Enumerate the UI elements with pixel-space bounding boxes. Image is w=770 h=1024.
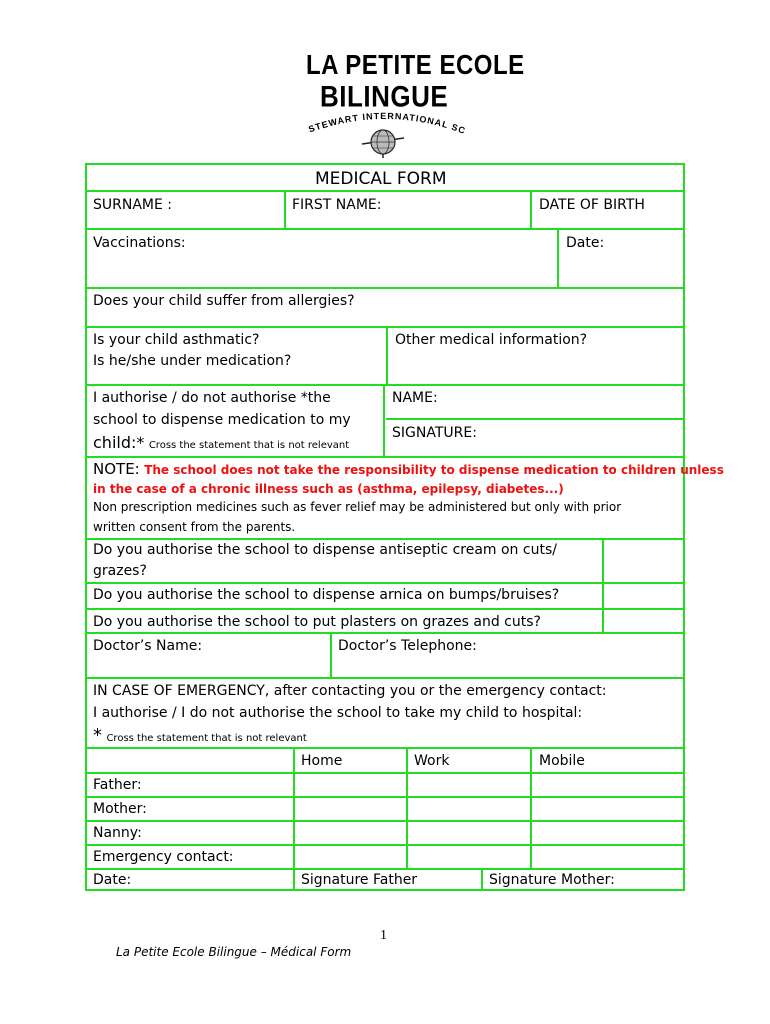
note-red-line1: The school does not take the responsibility to dispense medication to children unless [144, 463, 724, 477]
form-title: MEDICAL FORM [315, 169, 447, 189]
first-name-label: FIRST NAME: [292, 197, 382, 213]
emergency-line1: IN CASE OF EMERGENCY, after contacting you or the emergency contact: [93, 683, 607, 699]
authorise-line3 [93, 434, 349, 454]
globe-icon [360, 128, 406, 162]
cross-note: Cross the statement that is not relevant [148, 440, 350, 451]
row-date: Date: [93, 872, 132, 888]
row-father: Father: [93, 777, 142, 793]
row-emergency-contact: Emergency contact: [93, 849, 234, 865]
note-line4: written consent from the parents. [93, 520, 296, 534]
column-home: Home [301, 753, 343, 769]
logo-arc-textpath: STEWART INTERNATIONAL SC [307, 110, 468, 137]
logo-line2: BILINGUE [320, 79, 449, 114]
arnica-question: Do you authorise the school to dispense arnica on bumps/bruises? [93, 587, 560, 603]
logo-line1: LA PETITE ECOLE [306, 50, 525, 82]
note-line3: Non prescription medicines such as fever relief may be administered but only with prior [93, 500, 622, 514]
column-work: Work [414, 753, 450, 769]
asthmatic-question: Is your child asthmatic? [93, 332, 260, 348]
doctor-name-label: Doctor’s Name: [93, 638, 203, 654]
row-nanny: Nanny: [93, 825, 142, 841]
authorise-child: child:* [93, 433, 145, 452]
antiseptic-line1: Do you authorise the school to dispense antiseptic cream on cuts/ [93, 542, 557, 558]
note-red-line2: in the case of a chronic illness such as (asthma, epilepsy, diabetes...) [93, 482, 564, 496]
medication-question: Is he/she under medication? [93, 353, 292, 369]
footer-caption: La Petite Ecole Bilingue – Médical Form [116, 945, 352, 959]
allergies-question: Does your child suffer from allergies? [93, 293, 355, 309]
plasters-question: Do you authorise the school to put plasters on grazes and cuts? [93, 614, 541, 630]
dob-label: DATE OF BIRTH [539, 197, 645, 213]
page-number: 1 [380, 928, 387, 943]
authorise-line1: I authorise / do not authorise *the [93, 390, 331, 406]
emergency-cross-note: Cross the statement that is not relevant [106, 733, 307, 744]
emergency-star: * [93, 725, 102, 746]
emergency-line2: I authorise / I do not authorise the school to take my child to hospital: [93, 705, 583, 721]
name-label: NAME: [392, 390, 438, 406]
signature-father-label: Signature Father [301, 872, 418, 888]
row-mother: Mother: [93, 801, 147, 817]
signature-mother-label: Signature Mother: [489, 872, 615, 888]
authorise-line2: school to dispense medication to my [93, 412, 351, 428]
doctor-telephone-label: Doctor’s Telephone: [338, 638, 477, 654]
antiseptic-line2: grazes? [93, 563, 147, 579]
column-mobile: Mobile [539, 753, 585, 769]
signature-label: SIGNATURE: [392, 425, 477, 441]
vaccinations-label: Vaccinations: [93, 235, 186, 251]
note-label: NOTE: [93, 460, 140, 478]
emergency-line3 [93, 727, 307, 747]
vaccination-date-label: Date: [566, 235, 605, 251]
surname-label: SURNAME : [93, 197, 173, 213]
note-line1 [93, 461, 724, 479]
other-info-label: Other medical information? [395, 332, 588, 348]
